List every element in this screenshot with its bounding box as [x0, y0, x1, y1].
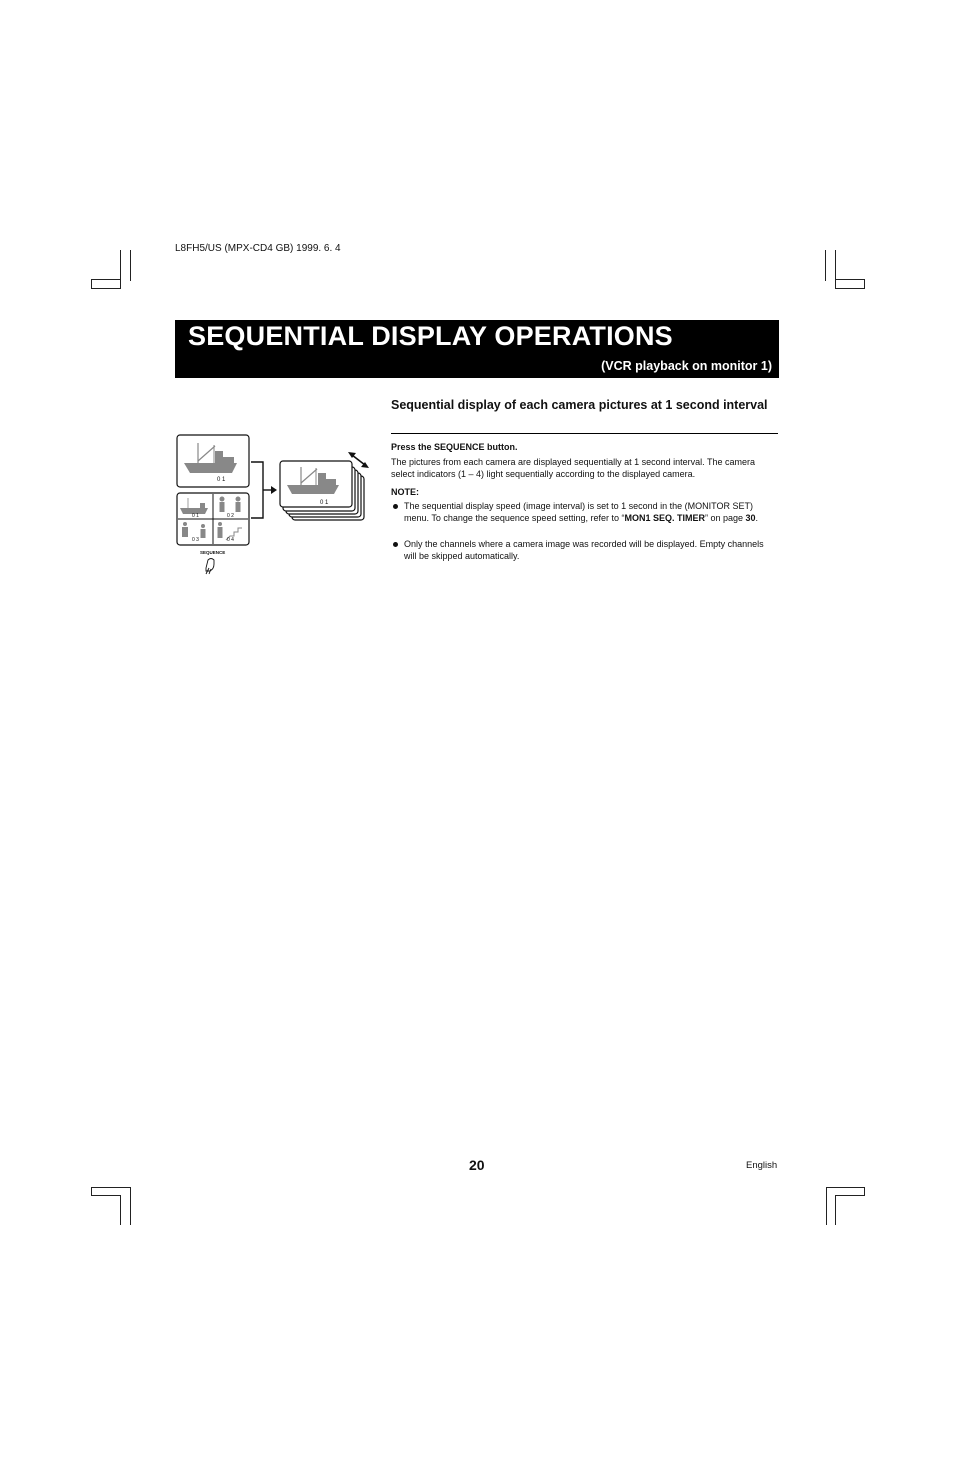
crop-mark	[91, 288, 121, 289]
page-number: 20	[469, 1157, 485, 1173]
arrow-right-icon	[271, 486, 277, 494]
body-paragraph: The pictures from each camera are displayed sequentially at 1 second interval. The camera select indicators (1 – 4) light sequentially according to the displayed camera.	[391, 457, 756, 479]
note-item	[391, 500, 777, 524]
crop-mark	[91, 1195, 121, 1196]
document-code: L8FH5/US (MPX-CD4 GB) 1999. 6. 4	[175, 243, 341, 254]
crop-mark	[120, 1195, 121, 1225]
crop-mark	[835, 1195, 864, 1196]
note-label: NOTE:	[391, 487, 419, 497]
crop-mark	[91, 279, 121, 280]
crop-mark	[835, 1195, 836, 1225]
crop-mark	[91, 279, 92, 289]
crop-mark	[91, 1187, 130, 1188]
section-heading: Sequential display of each camera pictures at 1 second interval	[391, 398, 768, 412]
quad-label-3: 0 3	[192, 537, 199, 543]
crop-mark	[826, 1187, 864, 1188]
bullet-icon	[393, 542, 398, 547]
quad-label-4: 0 4	[227, 537, 234, 543]
crop-mark	[130, 250, 131, 281]
sequence-illustration	[170, 428, 375, 583]
crop-mark	[826, 1187, 827, 1225]
crop-mark	[864, 279, 865, 289]
note-text: The sequential display speed (image interval) is set to 1 second in the (MONITOR SET) menu. To change the sequence speed setting, refer to “MON1 SEQ. TIMER” on page 30.	[404, 501, 759, 523]
quad-label-2: 0 2	[227, 513, 234, 519]
sequence-button-label: SEQUENCE	[200, 550, 226, 555]
crop-mark	[130, 1187, 131, 1225]
heading-divider	[391, 433, 778, 434]
single-screen	[177, 435, 249, 487]
stack-screen-label: 0 1	[320, 500, 329, 506]
page-subtitle: (VCR playback on monitor 1)	[601, 359, 772, 373]
crop-mark	[91, 1187, 92, 1196]
crop-mark	[864, 1187, 865, 1196]
instruction-text: Press the SEQUENCE button.	[391, 442, 518, 452]
crop-mark	[120, 250, 121, 289]
bullet-icon	[393, 504, 398, 509]
crop-mark	[835, 279, 864, 280]
quad-label-1: 0 1	[192, 513, 199, 519]
crop-mark	[835, 250, 836, 289]
note-text: Only the channels where a camera image was recorded will be displayed. Empty channels will be skipped automatically.	[404, 539, 764, 561]
page-title: SEQUENTIAL DISPLAY OPERATIONS	[188, 321, 673, 351]
language-label: English	[746, 1160, 778, 1171]
hand-press-icon	[206, 559, 214, 575]
crop-mark	[835, 288, 864, 289]
connector-bracket	[251, 462, 263, 518]
sequence-diagram	[170, 428, 375, 578]
single-screen-label: 0 1	[217, 477, 226, 483]
crop-mark	[825, 250, 826, 281]
page-reference: 30	[745, 513, 756, 523]
menu-reference: MON1 SEQ. TIMER	[624, 513, 705, 523]
note-item	[391, 538, 777, 562]
